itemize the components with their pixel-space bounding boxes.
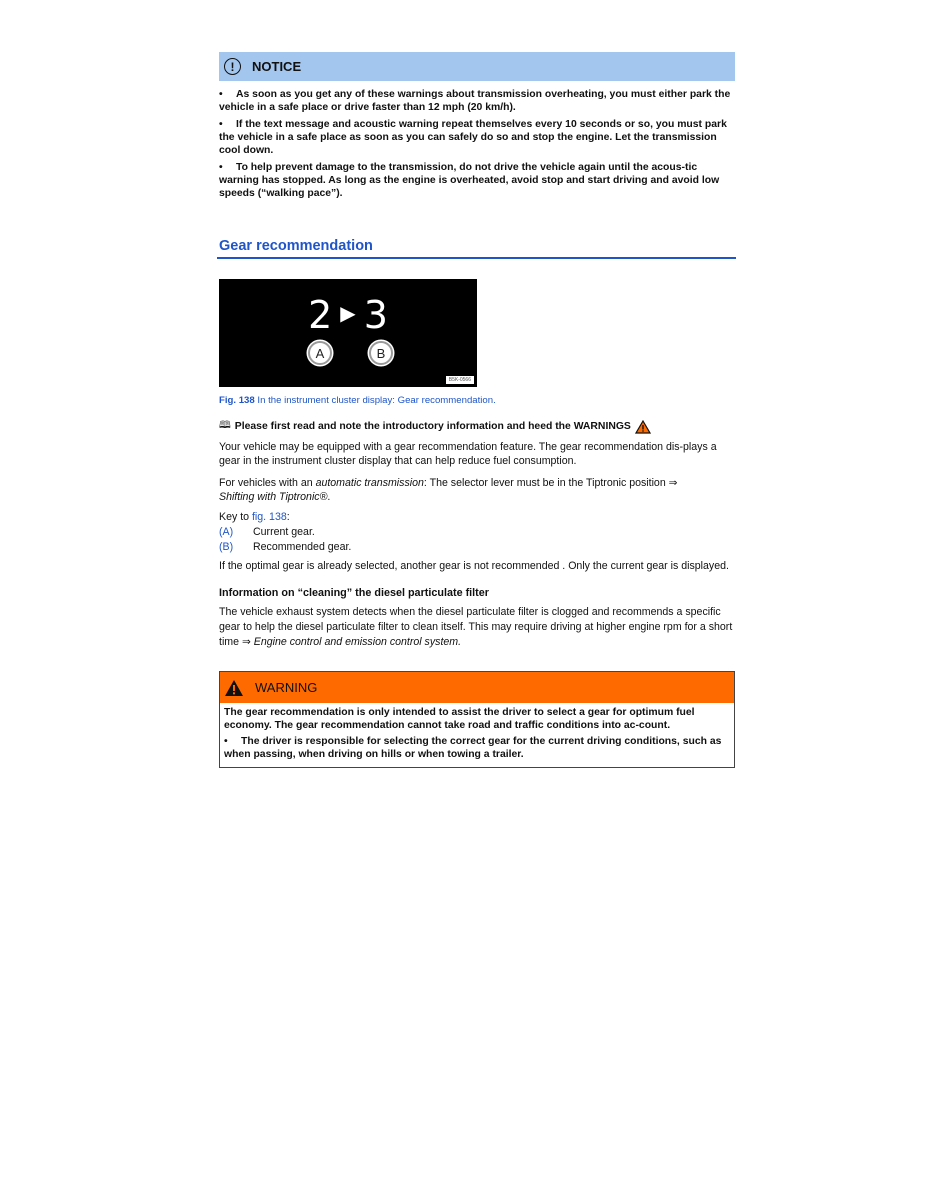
gear-digits (219, 293, 477, 337)
recommended-gear: 3 (363, 293, 388, 337)
figure-code: B5K-0566 (446, 376, 474, 384)
paragraph: The vehicle exhaust system detects when the diesel particulate filter is clogged and recommends a specific gear to help the diesel particulate filter to clean itself. This may require driving at higher engine rpm for a short time ⇒ Engine control and emission control system. (219, 606, 733, 648)
label-a-circle: A (308, 341, 332, 365)
label-b-circle: B (369, 341, 393, 365)
intro-text: Please first read and note the introductory information and heed the WARNINGS (234, 421, 631, 432)
notice-bullet: • As soon as you get any of these warnings about transmission overheating, you must either park the vehicle in a safe place or drive faster than 12 mph (20 km/h). (219, 89, 731, 113)
notice-bullet: • To help prevent damage to the transmission, do not drive the vehicle again until the acous-tic warning has stopped. As long as the engine is overheated, avoid stop and start driving and avoid low speeds (“walking pace”). (219, 162, 720, 199)
paragraph: Your vehicle may be equipped with a gear recommendation feature. The gear recommendation dis-plays a gear in the instrument cluster display that can help reduce fuel consumption. (219, 441, 717, 467)
current-gear: 2 (308, 293, 333, 337)
notice-title: NOTICE (252, 59, 302, 74)
warning-title: WARNING (255, 680, 318, 695)
section-title: Gear recommendation (217, 238, 736, 259)
arrow-right-icon: ▶ (340, 301, 356, 325)
bullet-icon: • (224, 736, 228, 747)
warning-triangle-icon (224, 679, 244, 697)
key-item: (B) Recommended gear. (219, 540, 352, 553)
warning-body (220, 703, 734, 767)
paragraph: If the optimal gear is already selected, another gear is not recommended . Only the current gear is displayed. (219, 559, 729, 572)
figure-caption: Fig. 138 In the instrument cluster display: Gear recommendation. (219, 395, 496, 406)
subheading: Information on “cleaning” the diesel particulate filter (219, 587, 489, 599)
book-icon: 🕮 (219, 420, 231, 431)
paragraph: For vehicles with an automatic transmission: The selector lever must be in the Tiptronic position ⇒ Shifting with Tiptronic®. (219, 477, 678, 503)
warning-box (219, 671, 735, 768)
notice-body (219, 81, 735, 200)
bullet-icon: • (219, 89, 223, 100)
warning-paragraph: The gear recommendation is only intended to assist the driver to select a gear for optimum fuel economy. The gear recommendation cannot take road and traffic conditions into ac-count. (224, 707, 695, 731)
link-fig-138[interactable]: fig. 138 (251, 511, 287, 523)
link-shifting-tiptronic[interactable]: Shifting with Tiptronic® (219, 490, 328, 503)
notice-bullet: • If the text message and acoustic warning repeat themselves every 10 seconds or so, you must park the vehicle in a safe place as soon as you can safely do so and stop the engine. Let the transmission cool down. (219, 119, 727, 156)
notice-box (219, 52, 735, 200)
exclamation-circle-icon: ! (224, 58, 241, 75)
warning-bullet: • The driver is responsible for selecting the correct gear for the current driving conditions, such as when passing, when driving on hills or when towing a trailer. (224, 736, 722, 760)
gear-display-figure (219, 279, 477, 387)
key-item: (A) Current gear. (219, 525, 315, 538)
paragraph: Key to fig. 138: (219, 511, 290, 523)
link-engine-control[interactable]: Engine control and emission control system. (253, 636, 462, 648)
notice-header (219, 52, 735, 81)
bullet-icon: • (219, 162, 223, 173)
bullet-icon: • (219, 119, 223, 130)
warning-triangle-icon (635, 420, 651, 434)
intro-line (219, 418, 735, 435)
warning-header (220, 672, 734, 703)
page-content (219, 52, 735, 768)
